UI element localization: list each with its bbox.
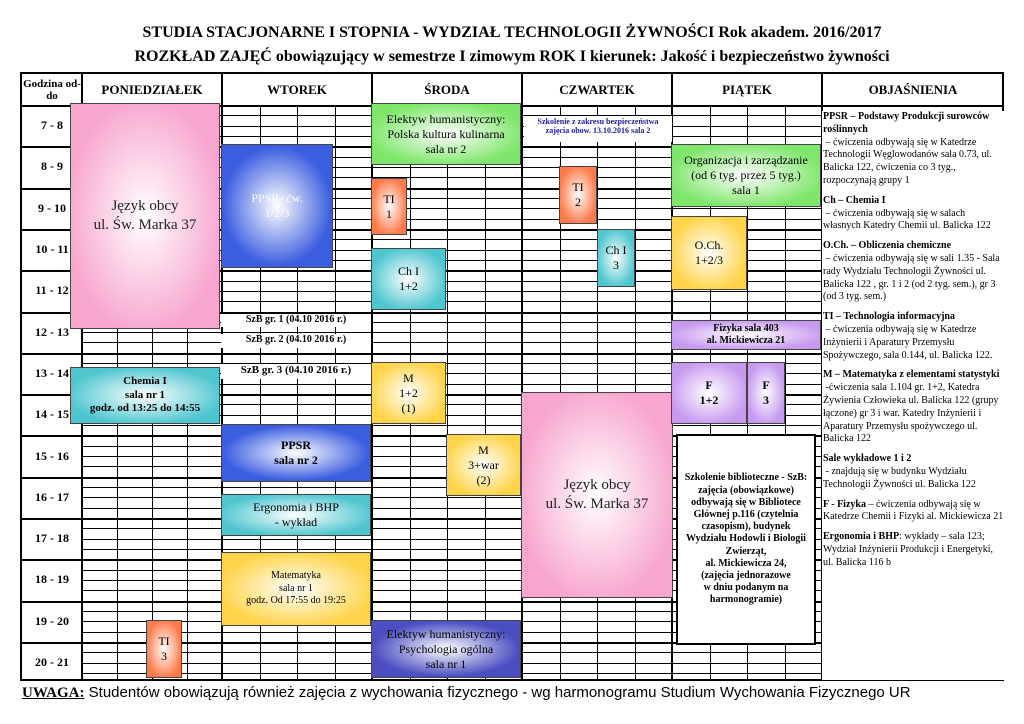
hour-label: 11 - 12 (35, 283, 69, 298)
class-block-mon-chemia[interactable]: Chemia I sala nr 1 godz. od 13:25 do 14:55 (70, 367, 220, 424)
page-title-line2: ROZKŁAD ZAJĘĆ obowiązujący w semestrze I zimowym ROK I kierunek: Jakość i bezpieczeństwo żywności (134, 48, 890, 65)
hour-label: 13 - 14 (35, 365, 69, 380)
hour-label: 9 - 10 (38, 200, 66, 215)
hour-label: 10 - 11 (35, 242, 69, 257)
class-block-fri-och[interactable]: O.Ch. 1+2/3 (671, 216, 747, 290)
note-text: Studentów obowiązują również zajęcia z wychowania fizycznego - wg harmonogramu Studium Wychowania Fizycznego UR (84, 684, 911, 701)
explanation-term: Ch – Chemia I (823, 194, 886, 206)
hour-label: 19 - 20 (35, 613, 69, 628)
explanation-term: Ergonomia i BHP (823, 531, 900, 543)
schedule-note-thu-szkolenie: Szkolenie z zakresu bezpieczeństwa zajęcia obow. 13.10.2016 sala 2 (524, 116, 672, 142)
class-block-thu-ti2[interactable]: TI 2 (559, 166, 597, 224)
explanation-text: – ćwiczenia odbywają się w sali 1.35 - Sala rady Wydziału Technologii Żywności ul. Balicka 122 , gr. 1 i 2 (od 2 tyg. sem.), gr 3 (od 3 tyg. sem.) (823, 252, 1000, 303)
class-block-tue-ppsr[interactable]: PPSR sala nr 2 (221, 424, 371, 482)
hour-label: 20 - 21 (35, 655, 69, 670)
column-header-expl: OBJAŚNIENIA (868, 81, 958, 97)
class-block-mon-jezyk[interactable]: Język obcy ul. Św. Marka 37 (70, 103, 220, 329)
explanation-text: : wykłady – sala 123; Wydział Inżynierii Produkcji i Energetyki, ul. Balicka 116 b (823, 531, 993, 568)
column-header-thu: CZWARTEK (559, 81, 635, 97)
explanation-item (823, 499, 1004, 525)
class-block-mon-ti[interactable]: TI 3 (146, 620, 182, 678)
class-block-wed-elektyw1[interactable]: Elektyw humanistyczny: Polska kultura kulinarna sala nr 2 (371, 103, 521, 165)
hour-divider (22, 353, 822, 355)
hour-label: 14 - 15 (35, 407, 69, 422)
explanation-text: – ćwiczenia odbywają się w salach własnych Katedry Chemii ul. Balicka 122 (823, 207, 991, 232)
hour-label: 7 - 8 (41, 118, 63, 133)
explanation-item (823, 369, 1004, 446)
class-block-tue-ergonomia[interactable]: Ergonomia i BHP - wykład (221, 494, 371, 536)
class-block-fri-bibl[interactable]: Szkolenie biblioteczne - SzB: zajęcia (obowiązkowe) odbywają się w Bibliotece Głównej p.116 (czytelnia czasopism), budynek Wydziału Hodowli i Biologii Zwierząt, al. Mickiewicza 24, (zajęcia jednorazowe w dniu podanym na harmonogramie) (676, 434, 816, 645)
explanation-item (823, 311, 1004, 362)
class-block-tue-ppsr-cw[interactable]: PPSR- ćw. 1/2/3 (221, 144, 333, 268)
note-label: UWAGA: (22, 685, 85, 701)
class-block-wed-ti1[interactable]: TI 1 (371, 178, 407, 235)
class-block-wed-elektyw2[interactable]: Elektyw humanistyczny: Psychologia ogólna sala nr 1 (371, 620, 521, 678)
hour-label: 8 - 9 (41, 159, 63, 174)
footer-note (22, 684, 911, 702)
class-block-fri-f3[interactable]: F 3 (747, 362, 785, 424)
class-block-thu-ch3[interactable]: Ch I 3 (597, 229, 635, 287)
explanation-item (823, 531, 1004, 569)
class-block-fri-f12[interactable]: F 1+2 (671, 362, 747, 424)
explanation-text: -ćwiczenia sala 1.104 gr. 1+2, Katedra Żywienia Człowieka ul. Balicka 122 (grupy łączone) gr 3 i war. Katedry Inżynierii i Aparatury Przemysłu spożywczego ul. Balicka 122 (823, 382, 999, 445)
hour-label: 18 - 19 (35, 572, 69, 587)
class-block-fri-org[interactable]: Organizacja i zarządzanie (od 6 tyg. przez 5 tyg.) sala 1 (671, 144, 821, 207)
class-block-wed-m1[interactable]: M 1+2 (1) (371, 362, 446, 424)
page-title-line1: STUDIA STACJONARNE I STOPNIA - WYDZIAŁ TECHNOLOGII ŻYWNOŚCI Rok akadem. 2016/2017 (142, 24, 882, 41)
explanation-text: – ćwiczenia odbywają się w Katedrze Inżynierii i Aparatury Przemysłu Spożywczego, sala 0.144, ul. Balicka 122. (823, 323, 993, 361)
explanation-text: - znajdują się w budynku Wydziału Technologii Żywności ul. Balicka 122 (823, 465, 976, 490)
hour-label: 17 - 18 (35, 531, 69, 546)
hour-label: 12 - 13 (35, 324, 69, 339)
explanation-item (823, 111, 1004, 188)
class-block-fri-fizyka[interactable]: Fizyka sala 403 al. Mickiewicza 21 (671, 320, 821, 350)
class-block-wed-ch1[interactable]: Ch I 1+2 (371, 248, 446, 310)
schedule-note-tue-szb1: SzB gr. 1 (04.10 2016 r.) (221, 314, 371, 327)
subcolumn-line (447, 105, 448, 679)
explanation-text: – ćwiczenia odbywają się w Katedrze Technologii Węglowodanów sala 0.73, ul. Balicka 122, ćwiczenia co 3 tyg., rozpoczynają grupy 1 (823, 136, 992, 186)
column-header-hours: Godzina od-do (23, 77, 81, 102)
class-block-thu-jezyk[interactable]: Język obcy ul. Św. Marka 37 (521, 392, 673, 598)
explanation-item (823, 453, 1004, 491)
explanation-term: M – Matematyka z elementami statystyki (823, 369, 1000, 381)
column-header-tue: WTOREK (267, 81, 327, 97)
class-block-wed-m2[interactable]: M 3+war (2) (446, 434, 521, 496)
quarter-line (82, 425, 822, 426)
explanation-term: PPSR – Podstawy Produkcji surowców roślinnych (823, 111, 990, 135)
explanations-panel (822, 111, 1004, 680)
explanation-text: – ćwiczenia odbywają się w Katedrze Chemii i Fizyki al. Mickiewicza 21 (823, 498, 1004, 523)
schedule-note-tue-szb2: SzB gr. 2 (04.10 2016 r.) (221, 334, 371, 348)
explanation-term: F - Fizyka (823, 498, 866, 510)
class-block-tue-matematyka[interactable]: Matematyka sala nr 1 godz. Od 17:55 do 19:25 (221, 552, 371, 626)
explanation-item (823, 195, 1004, 233)
column-header-fri: PIĄTEK (722, 81, 772, 97)
schedule-note-tue-szb3: SzB gr. 3 (04.10 2016 r.) (221, 364, 371, 379)
explanation-term: TI – Technologia informacyjna (823, 311, 955, 323)
hour-label: 16 - 17 (35, 489, 69, 504)
hour-label: 15 - 16 (35, 448, 69, 463)
column-header-mon: PONIEDZIAŁEK (101, 81, 203, 97)
subcolumn-line (485, 105, 486, 679)
explanation-item (823, 240, 1004, 304)
explanation-term: O.Ch. – Obliczenia chemiczne (823, 240, 952, 252)
column-header-wed: ŚRODA (424, 81, 470, 97)
explanation-term: Sale wykładowe 1 i 2 (823, 453, 912, 465)
